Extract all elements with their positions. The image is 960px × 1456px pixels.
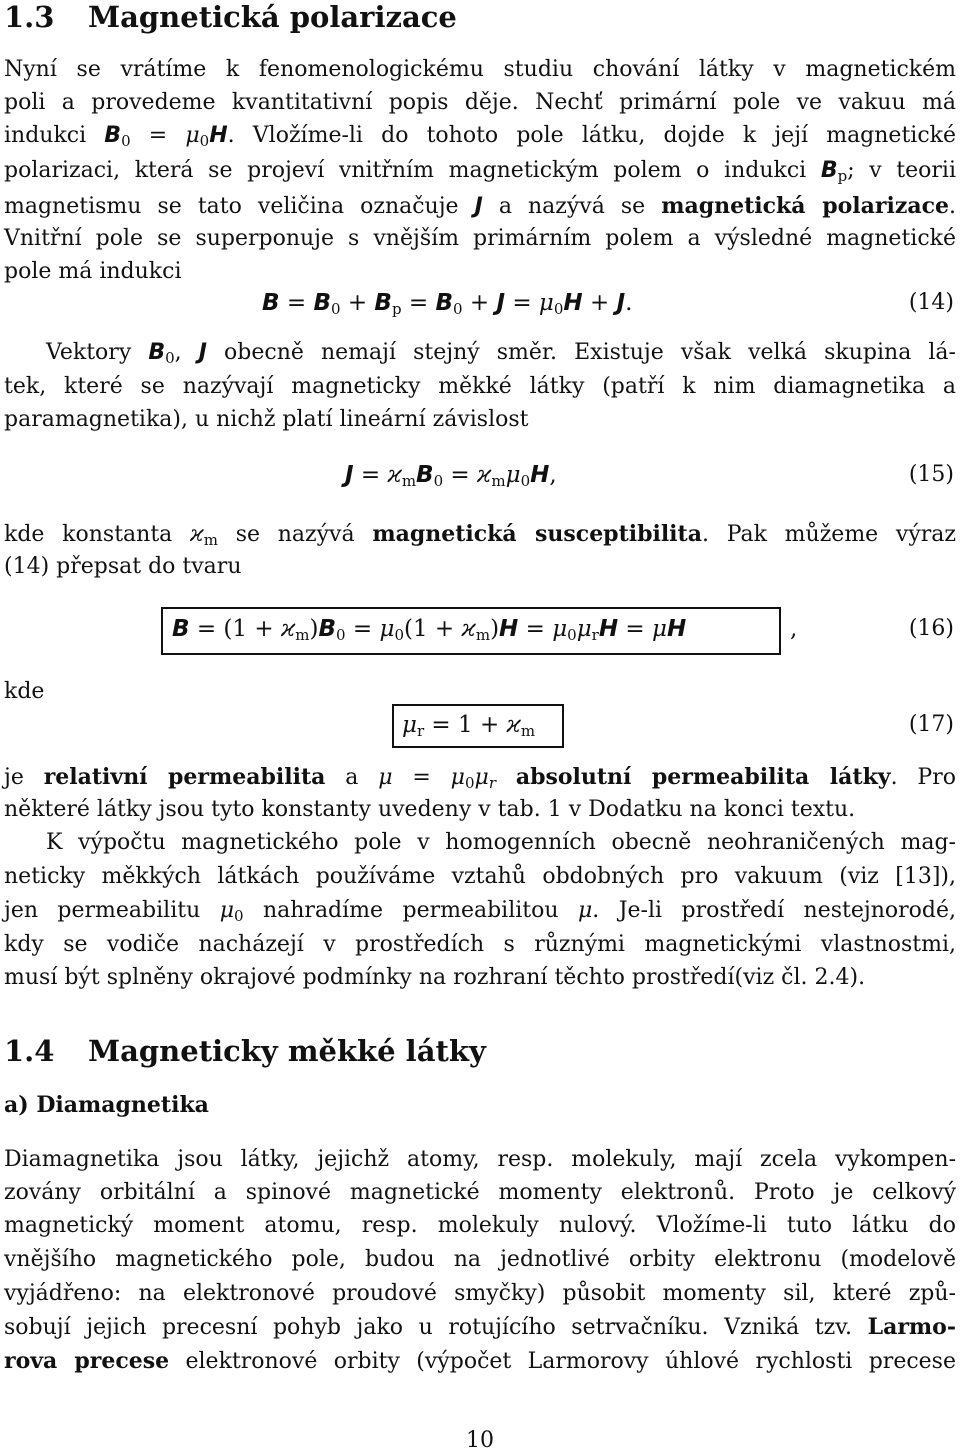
para5-line3: magnetický moment atomu, resp. molekuly nulový. Vložíme-li tuto látku do bbox=[4, 1213, 956, 1238]
para1-line5: magnetismu se tato veličina označuje J a nazývá se magnetická polarizace. bbox=[4, 193, 956, 219]
section-number: 1.3 bbox=[4, 0, 55, 34]
para5-line7: rova precese elektronové orbity (výpočet Larmorovy úhlové rychlosti precese bbox=[4, 1348, 956, 1374]
para1-line6: Vnitřní pole se superponuje s vnějším primárním polem a výsledné magnetické bbox=[4, 226, 956, 251]
section-title: Magnetická polarizace bbox=[88, 0, 457, 34]
para3-line1: kde konstanta $ϰ_m$ se nazývá magnetická susceptibilita. Pak můžeme výraz bbox=[4, 521, 957, 549]
para1-line1: Nyní se vrátíme k fenomenologickému studiu chování látky v magnetickém bbox=[4, 57, 956, 82]
para5-line1: Diamagnetika jsou látky, jejichž atomy, resp. molekuly, mají zcela vykompen- bbox=[4, 1147, 956, 1172]
subsection-heading-a: a) Diamagnetika bbox=[4, 1092, 209, 1118]
para4-line4: neticky měkkých látkách používáme vztahů obdobných pro vakuum (viz [13]), bbox=[4, 864, 956, 889]
equation-14: $B = B_0 + B_p = B_0 + J = \mu_0H + J$. bbox=[262, 290, 633, 318]
equation-16-number: (16) bbox=[908, 616, 954, 641]
para1-line3: indukci $B_0 = \mu_0H$. Vložíme-li do tohoto pole látku, dojde k její magnetické bbox=[4, 123, 957, 150]
equation-17: $\mu_r = 1 + ϰ_m$ bbox=[402, 712, 536, 740]
kde-label: kde bbox=[4, 679, 45, 704]
page-number: 10 bbox=[466, 1428, 494, 1453]
term-absolutni-permeabilita: absolutní permeabilita látky bbox=[515, 764, 891, 790]
para2-line1: Vektory $B_0$, J obecně nemají stejný směr. Existuje však velká skupina lá- bbox=[46, 340, 956, 367]
term-relativni-permeabilita: relativní permeabilita bbox=[43, 764, 326, 790]
equation-15: $J = ϰ_mB_0 = ϰ_m\mu_0H$, bbox=[345, 462, 557, 490]
para5-line2: zovány orbitální a spinové magnetické momenty elektronů. Proto je celkový bbox=[4, 1180, 956, 1205]
equation-16: $B = (1 + ϰ_m)B_0 = \mu_0(1 + ϰ_m)H = \mu_0\mu_rH = \mu H$ bbox=[172, 616, 687, 644]
equation-15-number: (15) bbox=[908, 462, 954, 487]
para4-line2: některé látky jsou tyto konstanty uvedeny v tab. 1 v Dodatku na konci textu. bbox=[4, 797, 856, 822]
para4-line6: kdy se vodiče nacházejí v prostředích s různými magnetickými vlastnostmi, bbox=[4, 932, 956, 957]
section-title: Magneticky měkké látky bbox=[88, 1034, 486, 1068]
equation-16-comma: , bbox=[790, 616, 798, 642]
para1-line7: pole má indukci bbox=[4, 259, 182, 284]
para5-line6: sobují jejich precesní pohyb jako u rotujícího setrvačníku. Vzniká tzv. Larmo- bbox=[4, 1314, 956, 1340]
section-heading-1-3 bbox=[4, 0, 457, 34]
section-number: 1.4 bbox=[4, 1034, 55, 1068]
para4-line3: K výpočtu magnetického pole v homogenních obecně neohraničených mag- bbox=[46, 830, 956, 855]
para3-line2: (14) přepsat do tvaru bbox=[4, 554, 242, 579]
para5-line4: vnějšího magnetického pole, budou na jednotlivé orbity elektronu (modelově bbox=[4, 1247, 956, 1272]
term-larmorova-precese-part1: Larmo- bbox=[867, 1314, 956, 1340]
para1-line2: poli a provedeme kvantitativní popis děje. Nechť primární pole ve vakuu má bbox=[4, 90, 956, 115]
para4-line7: musí být splněny okrajové podmínky na rozhraní těchto prostředí(viz čl. 2.4). bbox=[4, 965, 866, 990]
para4-line1: je relativní permeabilita a $\mu = \mu_0\mu_r$ absolutní permeabilita látky. Pro bbox=[4, 764, 956, 792]
para1-line4: polarizaci, která se projeví vnitřním magnetickým polem o indukci $B_p$; v teorii bbox=[4, 158, 956, 185]
para2-line3: paramagnetika), u nichž platí lineární závislost bbox=[4, 407, 529, 432]
equation-14-number: (14) bbox=[908, 290, 954, 315]
para5-line5: vyjádřeno: na elektronové proudové smyčky) působit momenty sil, které způ- bbox=[4, 1281, 956, 1306]
term-magneticka-polarizace: magnetická polarizace bbox=[661, 193, 949, 219]
term-larmorova-precese-part2: rova precese bbox=[4, 1348, 170, 1374]
para4-line5: jen permeabilitu $\mu_0$ nahradíme permeabilitou μ. Je-li prostředí nestejnorodé, bbox=[4, 898, 956, 925]
section-heading-1-4 bbox=[4, 1034, 486, 1068]
equation-17-number: (17) bbox=[908, 712, 954, 737]
para2-line2: tek, které se nazývají magneticky měkké látky (patří k nim diamagnetika a bbox=[4, 374, 956, 399]
term-magneticka-susceptibilita: magnetická susceptibilita bbox=[372, 521, 702, 547]
